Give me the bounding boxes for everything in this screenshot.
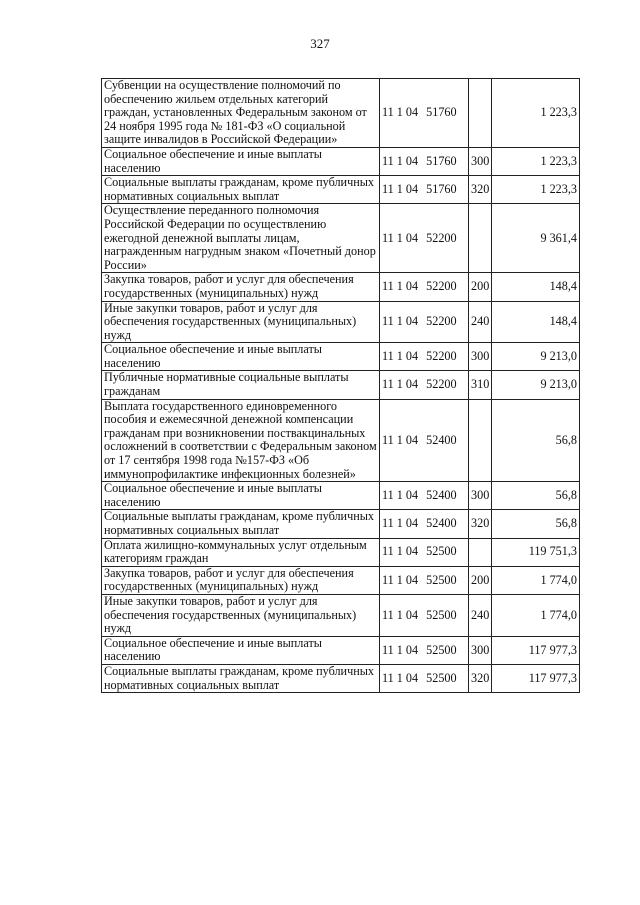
target-code: 52400: [426, 516, 457, 531]
table-row: [102, 343, 580, 371]
table-row: [102, 147, 580, 175]
target-code: 51760: [426, 181, 457, 196]
program-code: 11 1 04: [382, 181, 419, 196]
table-row: [102, 204, 580, 273]
row-code-cell: [380, 566, 469, 594]
amount-cell: 56,8: [492, 510, 580, 538]
target-code: 52200: [426, 314, 457, 329]
row-code-cell: [380, 538, 469, 566]
amount-cell: 1 774,0: [492, 594, 580, 636]
table-row: [102, 176, 580, 204]
target-code: 52500: [426, 544, 457, 559]
expense-type-cell: 200: [469, 273, 492, 301]
row-code-cell: [380, 301, 469, 343]
row-name-cell: Иные закупки товаров, работ и услуг для обеспечения государственных (муниципальных) нужд: [102, 594, 380, 636]
table-row: [102, 510, 580, 538]
row-name-cell: Социальное обеспечение и иные выплаты населению: [102, 482, 380, 510]
row-code-cell: [380, 664, 469, 692]
amount-cell: 148,4: [492, 273, 580, 301]
program-code: 11 1 04: [382, 607, 419, 622]
row-code-cell: [380, 147, 469, 175]
amount-cell: 56,8: [492, 399, 580, 482]
row-name-cell: Выплата государственного единовременного пособия и ежемесячной денежной компенсации гражданам при возникновении поствакцинальных осложнений в соответствии с Федеральным законом от 17 сентября 1998 года №157-ФЗ «Об иммунопрофилактике инфекционных болезней»: [102, 399, 380, 482]
table-row: [102, 301, 580, 343]
expense-type-cell: 320: [469, 176, 492, 204]
row-name-cell: Социальное обеспечение и иные выплаты населению: [102, 343, 380, 371]
table-row: [102, 371, 580, 399]
program-code: 11 1 04: [382, 377, 419, 392]
program-code: 11 1 04: [382, 572, 419, 587]
row-name-cell: Социальные выплаты гражданам, кроме публичных нормативных социальных выплат: [102, 510, 380, 538]
target-code: 52200: [426, 377, 457, 392]
table-row: [102, 273, 580, 301]
amount-cell: 119 751,3: [492, 538, 580, 566]
program-code: 11 1 04: [382, 488, 419, 503]
target-code: 52200: [426, 279, 457, 294]
row-name-cell: Осуществление переданного полномочия Российской Федерации по осуществлению ежегодной денежной выплаты лицам, награжденным нагрудным знаком «Почетный донор России»: [102, 204, 380, 273]
table-row: [102, 79, 580, 148]
expense-type-cell: 300: [469, 147, 492, 175]
table-row: [102, 566, 580, 594]
amount-cell: 1 223,3: [492, 79, 580, 148]
target-code: 52500: [426, 642, 457, 657]
row-name-cell: Закупка товаров, работ и услуг для обеспечения государственных (муниципальных) нужд: [102, 273, 380, 301]
expense-type-cell: 200: [469, 566, 492, 594]
amount-cell: 9 213,0: [492, 371, 580, 399]
amount-cell: 148,4: [492, 301, 580, 343]
amount-cell: 117 977,3: [492, 664, 580, 692]
row-code-cell: [380, 204, 469, 273]
row-code-cell: [380, 399, 469, 482]
table-row: [102, 399, 580, 482]
amount-cell: 1 774,0: [492, 566, 580, 594]
row-code-cell: [380, 273, 469, 301]
amount-cell: 56,8: [492, 482, 580, 510]
expense-type-cell: [469, 538, 492, 566]
expense-type-cell: 320: [469, 510, 492, 538]
row-name-cell: Социальные выплаты гражданам, кроме публичных нормативных социальных выплат: [102, 664, 380, 692]
program-code: 11 1 04: [382, 349, 419, 364]
target-code: 52500: [426, 607, 457, 622]
row-name-cell: Социальные выплаты гражданам, кроме публичных нормативных социальных выплат: [102, 176, 380, 204]
expense-type-cell: [469, 204, 492, 273]
program-code: 11 1 04: [382, 230, 419, 245]
row-name-cell: Социальное обеспечение и иные выплаты населению: [102, 147, 380, 175]
program-code: 11 1 04: [382, 314, 419, 329]
row-code-cell: [380, 79, 469, 148]
expense-type-cell: 310: [469, 371, 492, 399]
target-code: 52500: [426, 572, 457, 587]
expense-type-cell: 300: [469, 482, 492, 510]
target-code: 52400: [426, 488, 457, 503]
amount-cell: 1 223,3: [492, 176, 580, 204]
row-code-cell: [380, 482, 469, 510]
amount-cell: 117 977,3: [492, 636, 580, 664]
row-name-cell: Социальное обеспечение и иные выплаты населению: [102, 636, 380, 664]
row-code-cell: [380, 594, 469, 636]
amount-cell: 9 213,0: [492, 343, 580, 371]
target-code: 52200: [426, 349, 457, 364]
row-name-cell: Субвенции на осуществление полномочий по обеспечению жильем отдельных категорий граждан, установленных Федеральным законом от 24 ноября 1995 года № 181-ФЗ «О социальной защите инвалидов в Российской Федерации»: [102, 79, 380, 148]
program-code: 11 1 04: [382, 105, 419, 120]
expense-type-cell: 300: [469, 636, 492, 664]
amount-cell: 1 223,3: [492, 147, 580, 175]
row-name-cell: Иные закупки товаров, работ и услуг для обеспечения государственных (муниципальных) нужд: [102, 301, 380, 343]
program-code: 11 1 04: [382, 516, 419, 531]
target-code: 51760: [426, 105, 457, 120]
program-code: 11 1 04: [382, 544, 419, 559]
row-name-cell: Оплата жилищно-коммунальных услуг отдельным категориям граждан: [102, 538, 380, 566]
program-code: 11 1 04: [382, 642, 419, 657]
table-row: [102, 482, 580, 510]
row-name-cell: Публичные нормативные социальные выплаты гражданам: [102, 371, 380, 399]
row-code-cell: [380, 371, 469, 399]
program-code: 11 1 04: [382, 279, 419, 294]
target-code: 52200: [426, 230, 457, 245]
amount-cell: 9 361,4: [492, 204, 580, 273]
page-number: 327: [310, 36, 330, 51]
expense-type-cell: 300: [469, 343, 492, 371]
row-code-cell: [380, 343, 469, 371]
expense-type-cell: 320: [469, 664, 492, 692]
program-code: 11 1 04: [382, 670, 419, 685]
table-row: [102, 664, 580, 692]
program-code: 11 1 04: [382, 432, 419, 447]
expense-type-cell: 240: [469, 594, 492, 636]
row-code-cell: [380, 176, 469, 204]
budget-table-body: [102, 79, 580, 693]
target-code: 52500: [426, 670, 457, 685]
expense-type-cell: 240: [469, 301, 492, 343]
row-code-cell: [380, 510, 469, 538]
budget-table: [101, 78, 580, 693]
row-name-cell: Закупка товаров, работ и услуг для обеспечения государственных (муниципальных) нужд: [102, 566, 380, 594]
table-row: [102, 636, 580, 664]
program-code: 11 1 04: [382, 153, 419, 168]
expense-type-cell: [469, 399, 492, 482]
table-row: [102, 594, 580, 636]
target-code: 51760: [426, 153, 457, 168]
table-row: [102, 538, 580, 566]
expense-type-cell: [469, 79, 492, 148]
row-code-cell: [380, 636, 469, 664]
target-code: 52400: [426, 432, 457, 447]
